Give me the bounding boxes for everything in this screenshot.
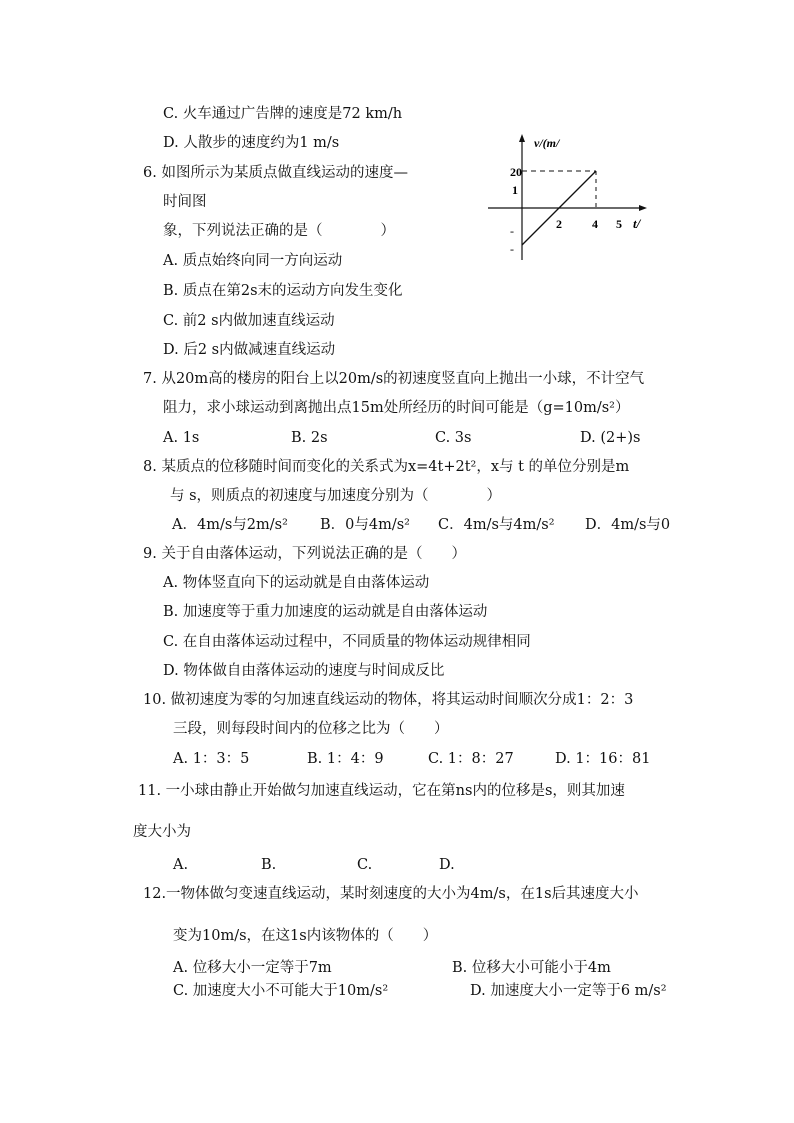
q8-option-c: C．4m/s与4m/s²	[438, 517, 555, 533]
q9-option-c: C. 在自由落体运动过程中，不同质量的物体运动规律相同	[163, 634, 531, 650]
graph-tick-x-5: 5	[616, 217, 622, 231]
q6-stem-line3: 象，下列说法正确的是（ ）	[163, 223, 395, 239]
q8-option-a: A．4m/s与2m/s²	[172, 517, 288, 533]
q8-stem-line1: 8. 某质点的位移随时间而变化的关系式为x=4t+2t²，x与 t 的单位分别是m	[143, 459, 630, 475]
q10-option-c: C. 1：8：27	[428, 751, 514, 767]
q11-stem-line1: 11. 一小球由静止开始做匀加速直线运动，它在第ns内的位移是s，则其加速	[138, 783, 625, 799]
q9-stem: 9. 关于自由落体运动，下列说法正确的是（ ）	[143, 546, 466, 562]
q10-option-a: A. 1：3：5	[173, 751, 250, 767]
graph-tick-x-2: 2	[556, 217, 562, 231]
q6-option-c: C. 前2 s内做加速直线运动	[163, 313, 335, 329]
q8-option-b: B．0与4m/s²	[320, 517, 410, 533]
q7-stem-line1: 7. 从20m高的楼房的阳台上以20m/s的初速度竖直向上抛出一小球，不计空气	[143, 371, 645, 387]
q7-option-c: C. 3s	[435, 430, 472, 446]
q8-stem-line2: 与 s，则质点的初速度与加速度分别为（ ）	[170, 488, 502, 504]
q7-option-b: B. 2s	[291, 430, 328, 446]
velocity-time-graph	[480, 125, 660, 265]
q11-option-d: D.	[439, 857, 455, 873]
q12-stem-line1: 12.一物体做匀变速直线运动，某时刻速度的大小为4m/s，在1s后其速度大小	[143, 886, 639, 902]
q7-stem-line2: 阻力，求小球运动到离抛出点15m处所经历的时间可能是（g=10m/s²）	[163, 400, 630, 416]
q10-option-b: B. 1：4：9	[307, 751, 384, 767]
q9-option-b: B. 加速度等于重力加速度的运动就是自由落体运动	[163, 604, 488, 620]
q6-stem-line1: 6. 如图所示为某质点做直线运动的速度—	[143, 165, 408, 181]
q10-stem-line2: 三段，则每段时间内的位移之比为（ ）	[173, 721, 449, 737]
q6-option-d: D. 后2 s内做减速直线运动	[163, 342, 336, 358]
q12-stem-line2: 变为10m/s，在这1s内该物体的（ ）	[173, 928, 438, 944]
q9-option-d: D. 物体做自由落体运动的速度与时间成反比	[163, 663, 445, 679]
graph-tick-y-neg2: -	[510, 242, 514, 256]
q11-option-a: A.	[173, 857, 189, 873]
q7-option-a: A. 1s	[163, 430, 200, 446]
q12-option-b: B. 位移大小可能小于4m	[452, 960, 611, 976]
q5-option-d: D. 人散步的速度约为1 m/s	[163, 135, 340, 151]
q6-option-a: A. 质点始终向同一方向运动	[163, 253, 343, 269]
graph-tick-y-20: 20	[510, 165, 522, 179]
q6-stem-line2: 时间图	[163, 194, 207, 210]
graph-x-arrow	[639, 205, 647, 211]
q12-option-a: A. 位移大小一定等于7m	[173, 960, 332, 976]
q8-option-d: D．4m/s与0	[585, 517, 671, 533]
q11-option-c: C.	[357, 857, 373, 873]
q11-option-b: B.	[261, 857, 277, 873]
q6-option-b: B. 质点在第2s末的运动方向发生变化	[163, 283, 403, 299]
q9-option-a: A. 物体竖直向下的运动就是自由落体运动	[163, 575, 430, 591]
q5-option-c: C. 火车通过广告牌的速度是72 km/h	[163, 106, 403, 122]
q12-option-c: C. 加速度大小不可能大于10m/s²	[173, 983, 389, 999]
q7-option-d: D. (2+)s	[580, 430, 641, 446]
graph-x-label: t/	[633, 216, 641, 231]
q10-stem-line1: 10. 做初速度为零的匀加速直线运动的物体，将其运动时间顺次分成1：2：3	[143, 692, 634, 708]
graph-tick-y-1: 1	[512, 183, 518, 197]
q10-option-d: D. 1：16：81	[555, 751, 651, 767]
graph-y-arrow	[519, 134, 525, 142]
q12-option-d: D. 加速度大小一定等于6 m/s²	[470, 983, 667, 999]
graph-y-label: v/(m/	[534, 136, 560, 150]
graph-tick-y-neg1: -	[510, 224, 514, 238]
q11-stem-line2: 度大小为	[133, 824, 191, 840]
graph-tick-x-4: 4	[592, 217, 598, 231]
